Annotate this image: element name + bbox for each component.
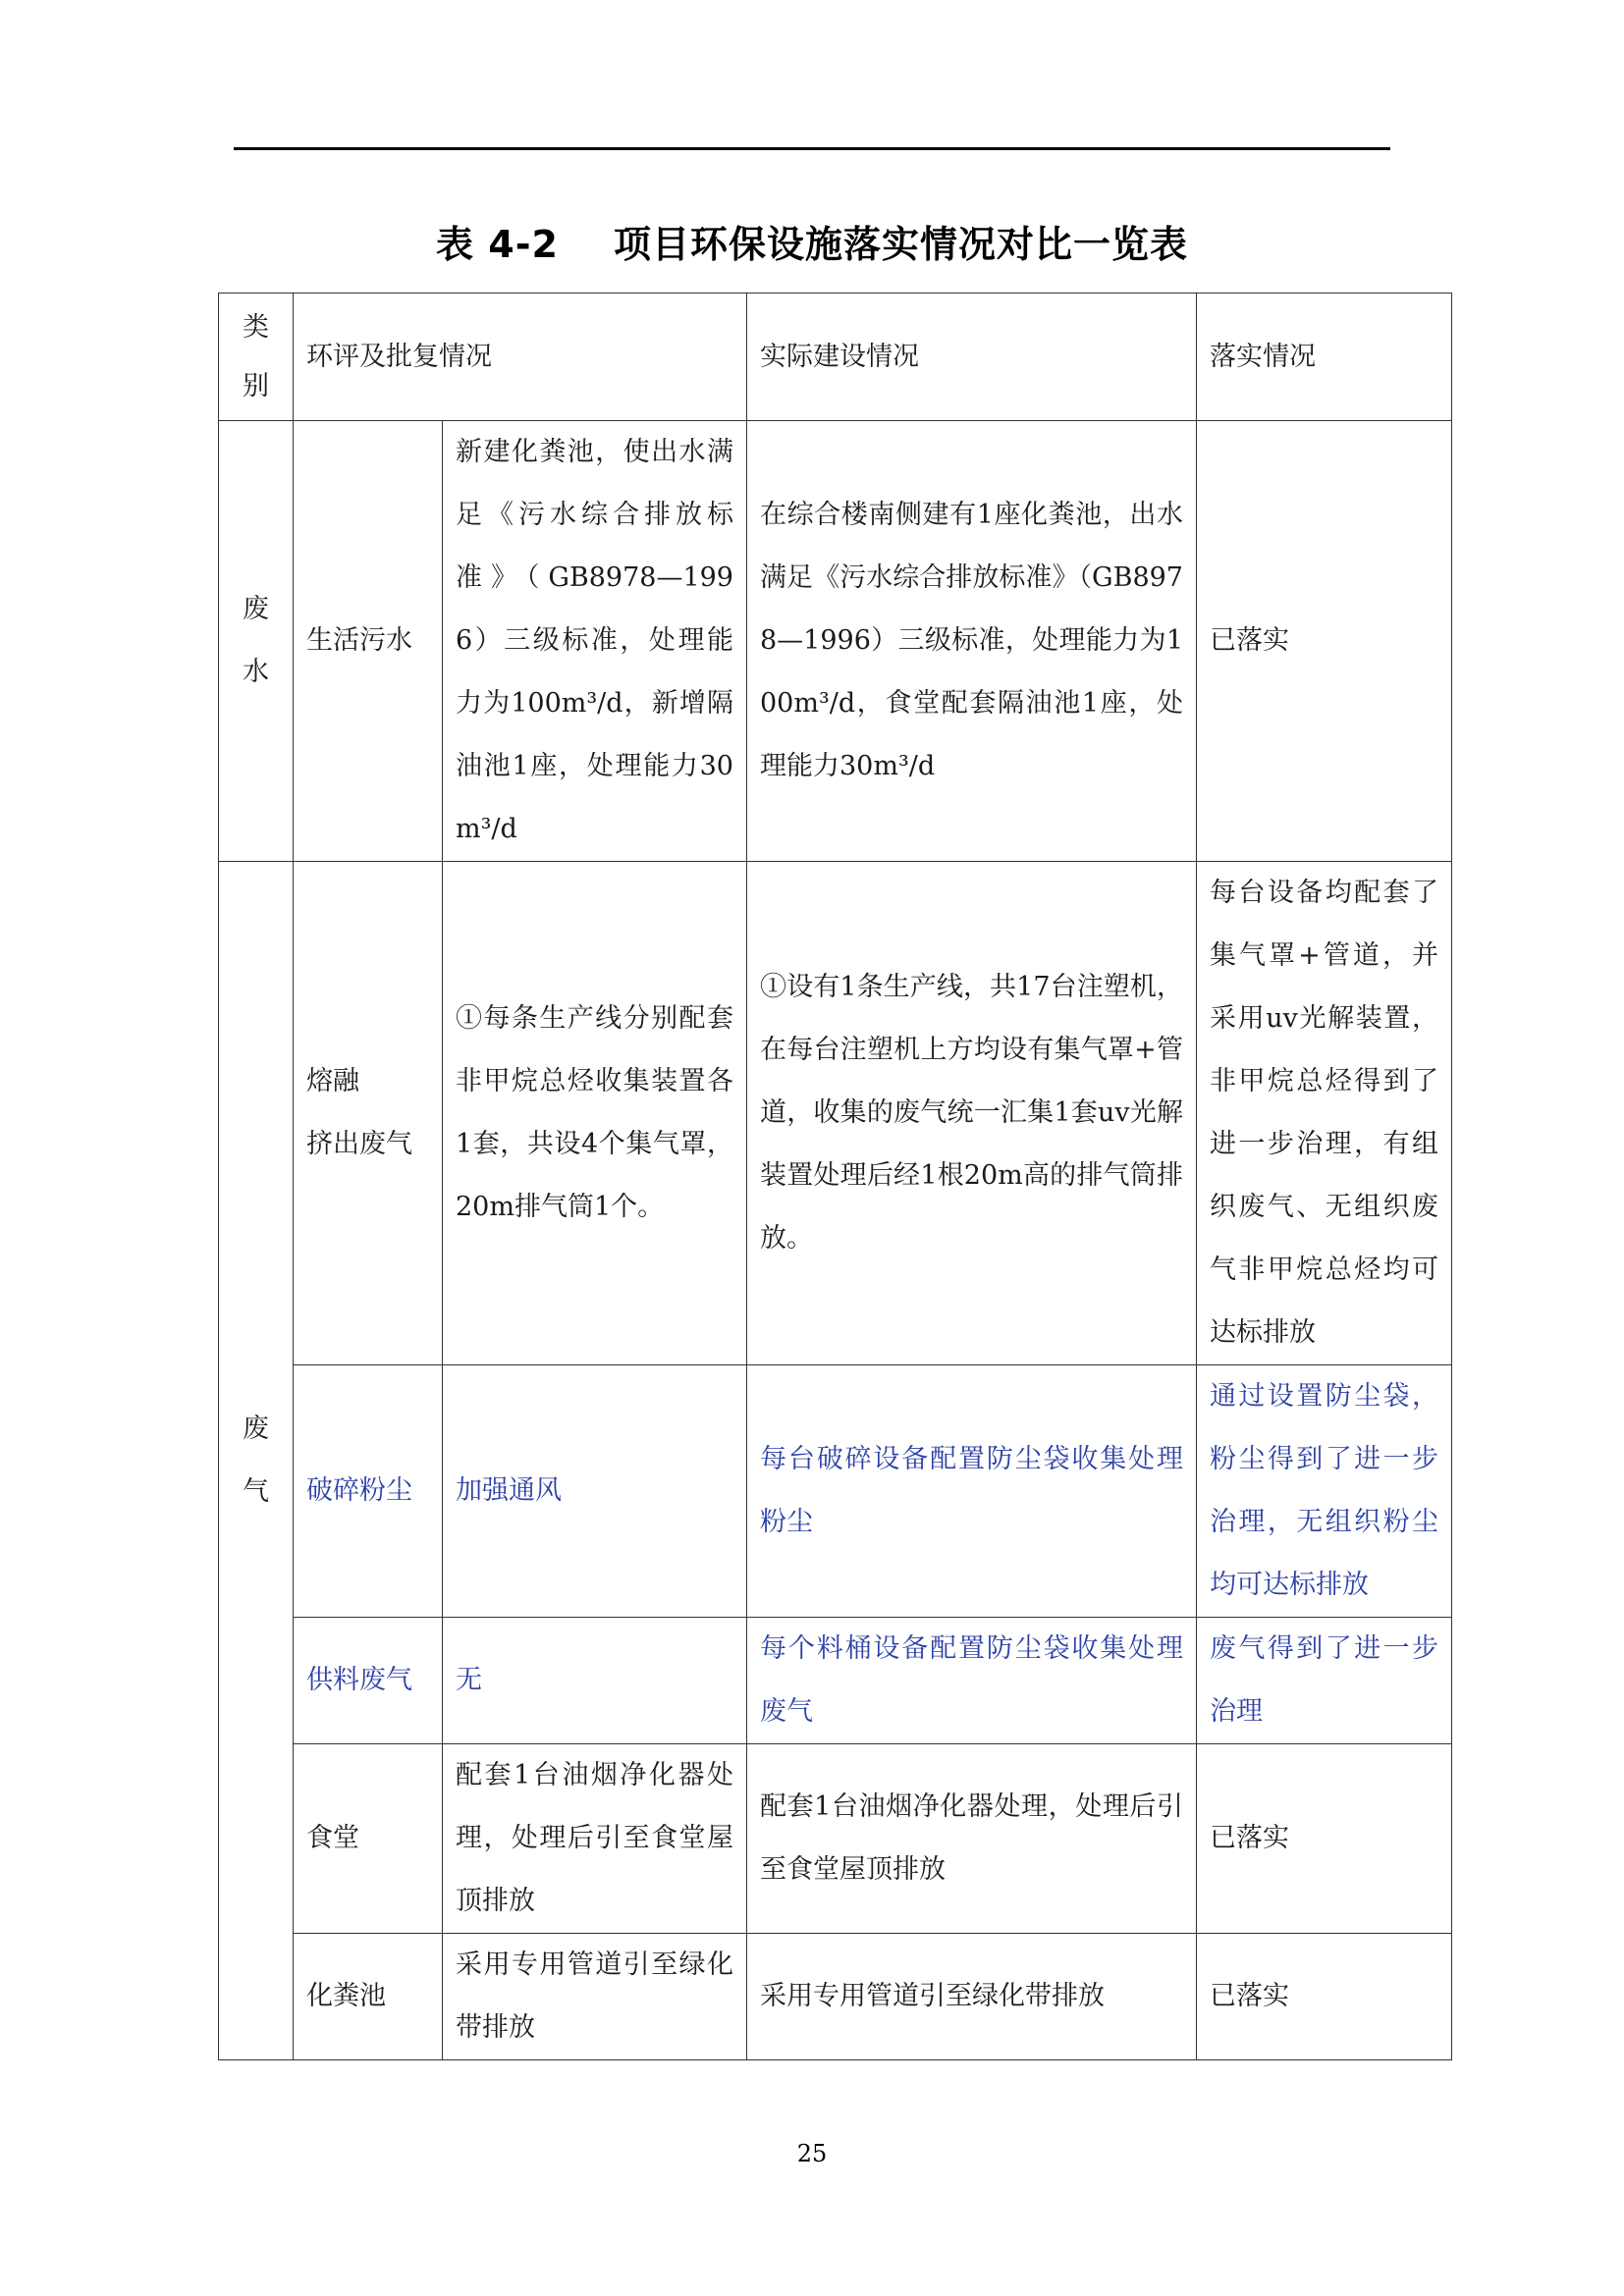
header-eia: 环评及批复情况 (294, 294, 747, 421)
header-rule (234, 147, 1390, 150)
table-row (219, 1365, 1452, 1618)
row-actual: 每台破碎设备配置防尘袋收集处理粉尘 (747, 1365, 1197, 1618)
row-status: 每台设备均配套了集气罩+管道，并采用uv光解装置，非甲烷总烃得到了进一步治理，有组织废气、无组织废气非甲烷总烃均可达标排放 (1197, 862, 1452, 1365)
row-item: 供料废气 (294, 1618, 443, 1744)
row-item: 化粪池 (294, 1934, 443, 2060)
row-eia: ①每条生产线分别配套非甲烷总烃收集装置各1套，共设4个集气罩， 20m排气筒1个。 (443, 862, 747, 1365)
table-title: 项目环保设施落实情况对比一览表 (613, 223, 1188, 266)
header-category: 类 别 (219, 294, 294, 421)
table-number: 表 4-2 (436, 223, 559, 266)
row-item: 破碎粉尘 (294, 1365, 443, 1618)
table-row (219, 1934, 1452, 2060)
row-actual: ①设有1条生产线，共17台注塑机，在每台注塑机上方均设有集气罩+管道，收集的废气统一汇集1套uv光解装置处理后经1根20m高的排气筒排放。 (747, 862, 1197, 1365)
header-status: 落实情况 (1197, 294, 1452, 421)
header-actual: 实际建设情况 (747, 294, 1197, 421)
row-eia: 无 (443, 1618, 747, 1744)
row-status: 已落实 (1197, 1744, 1452, 1934)
row-status: 废气得到了进一步治理 (1197, 1618, 1452, 1744)
table-row (219, 862, 1452, 1365)
table-caption (0, 214, 1624, 268)
category-wastewater: 废 水 (219, 421, 294, 862)
row-actual: 每个料桶设备配置防尘袋收集处理废气 (747, 1618, 1197, 1744)
row-item: 熔融 挤出废气 (294, 862, 443, 1365)
row-eia: 配套1台油烟净化器处理，处理后引至食堂屋顶排放 (443, 1744, 747, 1934)
row-actual: 在综合楼南侧建有1座化粪池，出水满足《污水综合排放标准》（GB8978—1996）三级标准，处理能力为100m³/d，食堂配套隔油池1座，处理能力30m³/d (747, 421, 1197, 862)
row-status: 已落实 (1197, 421, 1452, 862)
category-wastegas: 废 气 (219, 862, 294, 2060)
table-row (219, 1744, 1452, 1934)
table-row (219, 421, 1452, 862)
row-status: 已落实 (1197, 1934, 1452, 2060)
header-row (219, 294, 1452, 421)
page-number: 25 (796, 2140, 828, 2167)
row-eia: 加强通风 (443, 1365, 747, 1618)
comparison-table (218, 293, 1452, 2060)
row-eia: 新建化粪池，使出水满足《污水综合排放标准》（GB8978—1996）三级标准，处理能力为100m³/d，新增隔油池1座，处理能力30m³/d (443, 421, 747, 862)
row-eia: 采用专用管道引至绿化带排放 (443, 1934, 747, 2060)
row-status: 通过设置防尘袋，粉尘得到了进一步治理，无组织粉尘均可达标排放 (1197, 1365, 1452, 1618)
row-actual: 采用专用管道引至绿化带排放 (747, 1934, 1197, 2060)
row-item: 食堂 (294, 1744, 443, 1934)
row-actual: 配套1台油烟净化器处理，处理后引至食堂屋顶排放 (747, 1744, 1197, 1934)
row-item: 生活污水 (294, 421, 443, 862)
table-row (219, 1618, 1452, 1744)
